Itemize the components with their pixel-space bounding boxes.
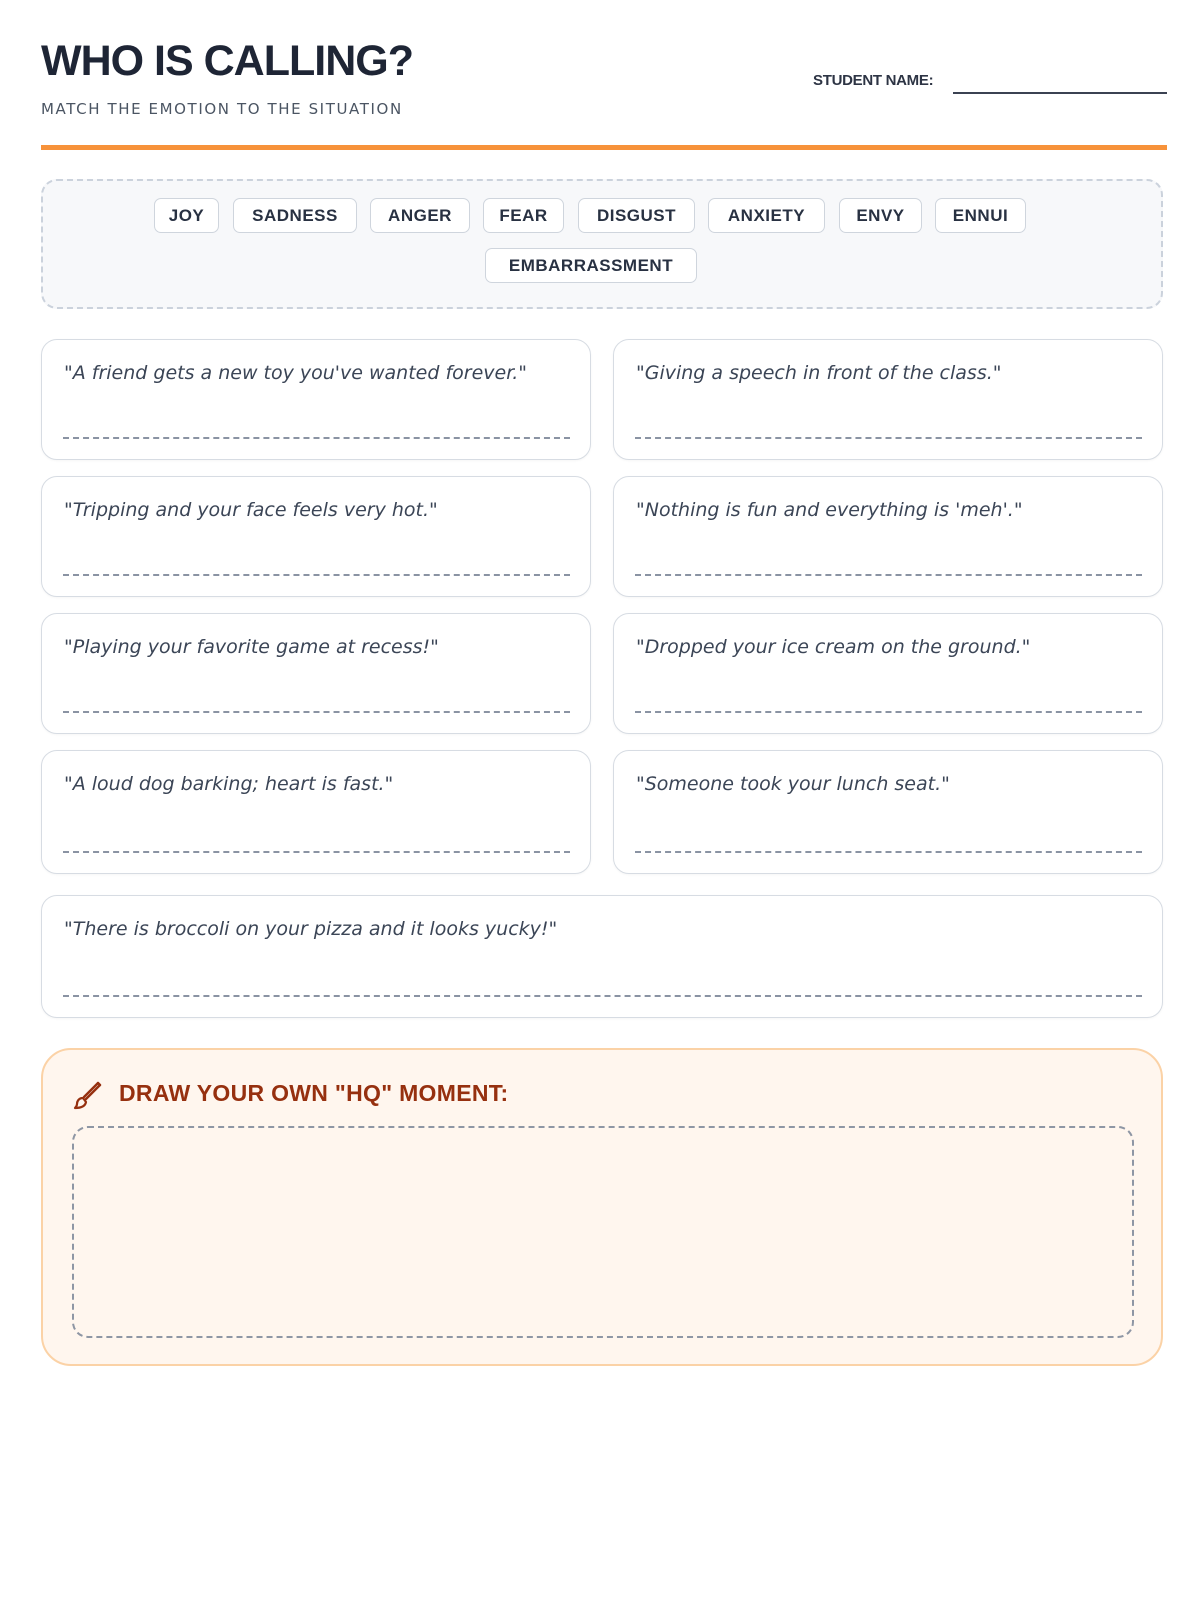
answer-line[interactable] (63, 711, 570, 713)
emotion-chip: ENNUI (935, 198, 1026, 233)
situation-card (41, 613, 591, 734)
paintbrush-icon (71, 1079, 103, 1111)
emotion-chip: ANXIETY (708, 198, 825, 233)
situation-text: "There is broccoli on your pizza and it looks yucky!" (64, 918, 558, 940)
emotion-chip: SADNESS (233, 198, 357, 233)
worksheet-header (41, 0, 1167, 150)
student-name-label: STUDENT NAME: (813, 72, 934, 89)
situation-text: "Someone took your lunch seat." (636, 773, 950, 795)
situation-card (613, 613, 1163, 734)
situation-card (41, 750, 591, 874)
answer-line[interactable] (635, 574, 1142, 576)
situation-text: "A friend gets a new toy you've wanted forever." (64, 362, 528, 384)
emotion-chip: FEAR (483, 198, 564, 233)
situation-card (41, 895, 1163, 1018)
situation-text: "Playing your favorite game at recess!" (64, 636, 439, 658)
answer-line[interactable] (63, 995, 1142, 997)
situation-card (41, 339, 591, 460)
drawing-area[interactable] (72, 1126, 1134, 1338)
situation-text: "Giving a speech in front of the class." (636, 362, 1002, 384)
emotion-chip: ENVY (839, 198, 922, 233)
situation-text: "Nothing is fun and everything is 'meh'." (636, 499, 1023, 521)
emotion-chip: JOY (154, 198, 219, 233)
answer-line[interactable] (635, 437, 1142, 439)
worksheet (41, 0, 1167, 1106)
answer-line[interactable] (63, 437, 570, 439)
situation-text: "Tripping and your face feels very hot." (64, 499, 438, 521)
drawing-title: DRAW YOUR OWN "HQ" MOMENT: (119, 1080, 509, 1106)
emotion-word-bank (41, 179, 1163, 309)
emotion-chip: ANGER (370, 198, 470, 233)
situation-card (613, 750, 1163, 874)
situation-card (613, 339, 1163, 460)
emotion-chip: EMBARRASSMENT (485, 248, 697, 283)
situation-card (41, 476, 591, 597)
situation-text: "A loud dog barking; heart is fast." (64, 773, 394, 795)
page-title: WHO IS CALLING? (41, 37, 413, 85)
drawing-section (41, 1048, 1163, 1366)
situation-card (613, 476, 1163, 597)
situation-text: "Dropped your ice cream on the ground." (636, 636, 1031, 658)
emotion-chip: DISGUST (578, 198, 695, 233)
page-subtitle: MATCH THE EMOTION TO THE SITUATION (41, 100, 403, 118)
student-name-field[interactable] (953, 92, 1167, 94)
answer-line[interactable] (635, 851, 1142, 853)
header-divider (41, 145, 1167, 150)
answer-line[interactable] (635, 711, 1142, 713)
answer-line[interactable] (63, 574, 570, 576)
answer-line[interactable] (63, 851, 570, 853)
